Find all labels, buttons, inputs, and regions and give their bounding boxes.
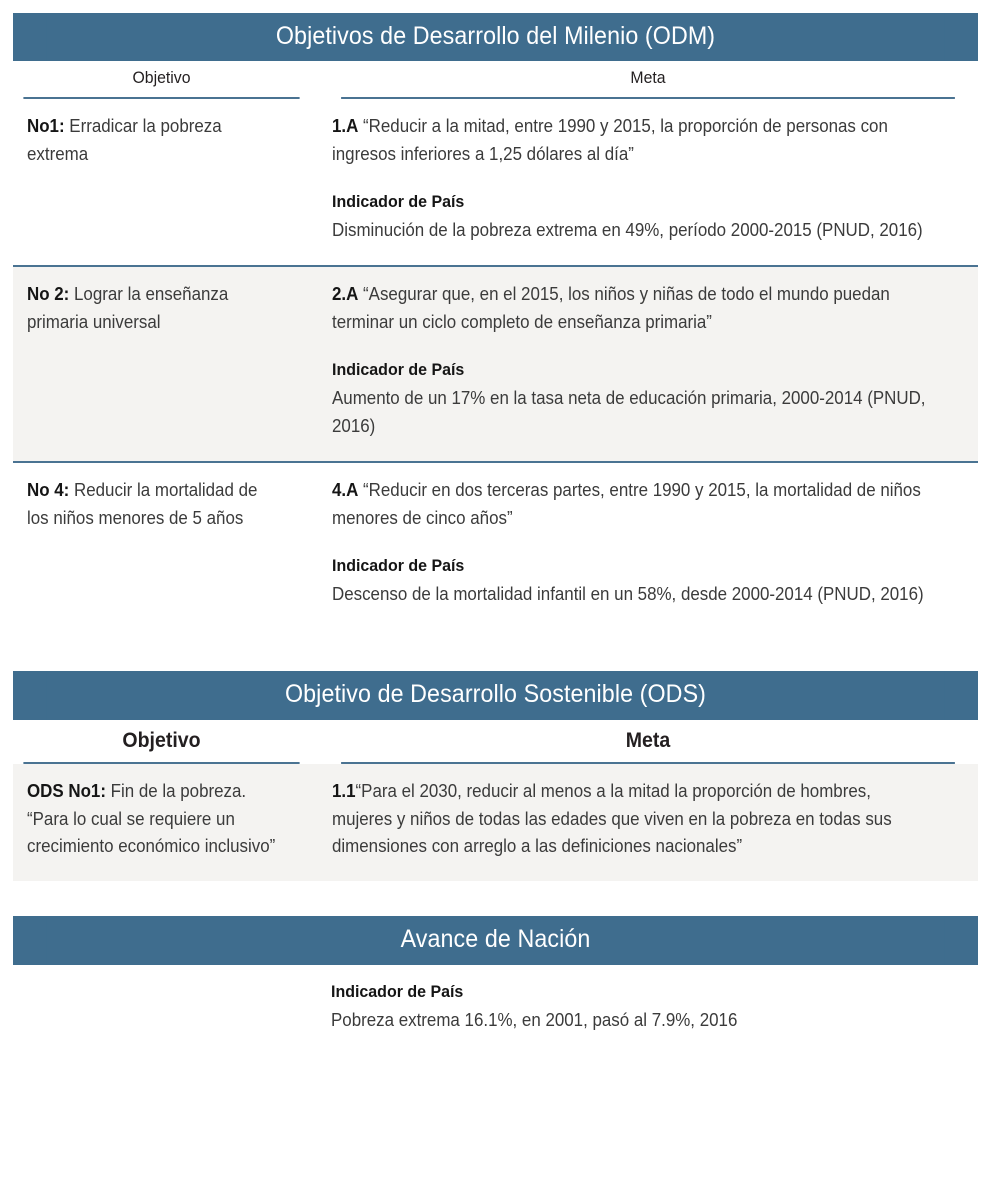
odm-row3-meta-body: “Reducir en dos terceras partes, entre 1990 y 2015, la mortalidad de niños menores de cinco años” [332,480,921,529]
odm-row3-objetivo-label: No 4: [27,480,70,501]
avance-indicador-text: Pobreza extrema 16.1%, en 2001, pasó al 7.9%, 2016 [331,1010,738,1031]
ods-header-spacer [310,720,318,764]
odm-row1-objetivo-cell [13,99,310,265]
odm-header-meta: Meta [341,61,955,99]
odm-row1-meta-label: 1.A [332,115,359,136]
table-row [13,764,978,882]
block-avance [13,916,978,1047]
odm-row2-objetivo-cell [13,267,310,461]
avance-banner-title: Avance de Nación [47,916,944,964]
avance-indicador [331,979,930,1035]
avance-banner [13,916,978,964]
odm-row2-meta [332,281,930,337]
odm-row2-spacer [310,267,318,461]
odm-row2-indicador-text: Aumento de un 17% en la tasa neta de educación primaria, 2000-2014 (PNUD, 2016) [332,388,926,437]
odm-row1-objetivo-body: Erradicar la pobreza extrema [27,115,222,164]
ods-row1-meta-body: “Para el 2030, reducir al menos a la mitad la proporción de hombres, mujeres y niños de todas las edades que viven en la pobreza en todas sus dimensiones con arreglo a las definiciones nacionales” [332,780,892,857]
odm-header-objetivo: Objetivo [23,61,299,99]
ods-row1-meta-cell [318,764,978,882]
ods-row1-objetivo [27,778,278,862]
table-row [13,463,978,629]
odm-row2-indicador-title: Indicador de País [332,359,465,379]
table-row [13,99,978,267]
ods-header-meta: Meta [341,720,955,764]
ods-row1-objetivo-label: ODS No1: [27,780,106,801]
odm-row3-indicador-text: Descenso de la mortalidad infantil en un 58%, desde 2000-2014 (PNUD, 2016) [332,584,924,605]
table-odm [13,13,978,629]
ods-banner-title: Objetivo de Desarrollo Sostenible (ODS) [47,671,944,719]
odm-row1-indicador-text: Disminución de la pobreza extrema en 49%, período 2000-2015 (PNUD, 2016) [332,220,923,241]
odm-row1-spacer [310,99,318,265]
odm-row2-indicador [332,357,930,441]
odm-header-spacer [310,61,318,99]
odm-banner [13,13,978,61]
odm-row3-indicador [332,553,930,609]
odm-row3-meta-cell [318,463,978,629]
odm-row1-indicador-title: Indicador de País [332,191,465,211]
avance-body [13,965,978,1047]
odm-row3-objetivo-body: Reducir la mortalidad de los niños menores de 5 años [27,480,258,529]
ods-row1-meta-label: 1.1 [332,780,356,801]
ods-row1-meta [332,778,930,862]
odm-row2-meta-label: 2.A [332,284,359,305]
section-gap-2 [13,881,978,916]
ods-column-headers [13,720,978,764]
odm-row2-objetivo [27,281,278,337]
odm-row1-objetivo [27,113,278,169]
odm-row3-objetivo-cell [13,463,310,629]
odm-row1-meta-cell [318,99,978,265]
odm-row3-meta [332,477,930,533]
ods-row1-objetivo-body: Fin de la pobreza. “Para lo cual se requiere un crecimiento económico inclusivo” [27,780,276,857]
odm-row2-objetivo-label: No 2: [27,284,70,305]
odm-row1-meta-body: “Reducir a la mitad, entre 1990 y 2015, la proporción de personas con ingresos inferiores a 1,25 dólares al día” [332,115,888,164]
odm-row2-meta-cell [318,267,978,461]
odm-row3-spacer [310,463,318,629]
table-ods [13,671,978,881]
section-gap-1 [13,629,978,671]
ods-header-objetivo: Objetivo [23,720,299,764]
ods-row1-objetivo-cell [13,764,310,882]
table-row [13,267,978,463]
odm-row3-objetivo [27,477,278,533]
odm-row1-objetivo-label: No1: [27,115,65,136]
odm-row2-meta-body: “Asegurar que, en el 2015, los niños y niñas de todo el mundo puedan terminar un ciclo completo de enseñanza primaria” [332,284,890,332]
odm-row1-indicador [332,189,930,245]
ods-banner [13,671,978,719]
odm-row1-meta [332,113,930,169]
ods-row1-spacer [310,764,318,882]
odm-column-headers [13,61,978,99]
odm-banner-title: Objetivos de Desarrollo del Milenio (ODM) [47,13,944,61]
avance-indicador-title: Indicador de País [331,981,464,1001]
odm-row3-indicador-title: Indicador de País [332,555,465,575]
odm-row2-objetivo-body: Lograr la enseñanza primaria universal [27,284,229,332]
odm-row3-meta-label: 4.A [332,480,359,501]
